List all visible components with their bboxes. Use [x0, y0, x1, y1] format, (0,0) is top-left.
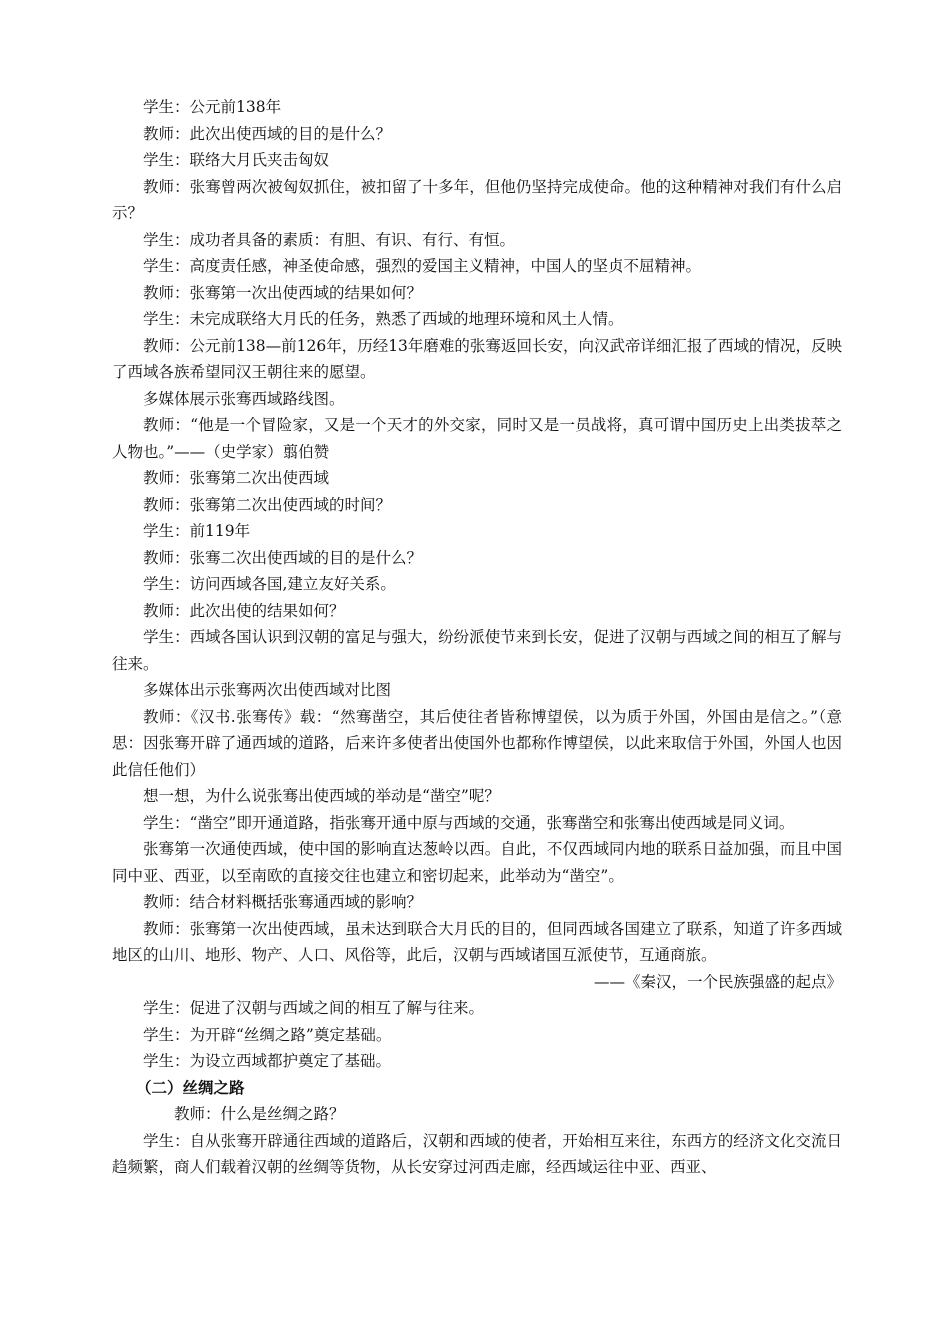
paragraph: 教师：什么是丝绸之路？ [174, 1105, 345, 1123]
paragraph: 多媒体展示张骞西域路线图。 [143, 389, 345, 408]
paragraph: 教师：此次出使西域的目的是什么？ [143, 124, 392, 143]
paragraph: 教师：张骞第二次出使西域 [143, 469, 330, 487]
paragraph: 教师：张骞曾两次被匈奴抓住，被扣留了十多年，但他仍坚持完成使命。他的这种精神对我们有什么启示？ [112, 177, 842, 222]
paragraph: 学生：为开辟“丝绸之路”奠定基础。 [143, 1025, 392, 1044]
paragraph: 张骞第一次通使西域，使中国的影响直达葱岭以西。自此，不仅西域同内地的联系日益加强，而且中国同中亚、西亚，以至南欧的直接交往也建立和密切起来，此举动为“凿空”。 [112, 840, 842, 885]
paragraph: 学生：高度责任感，神圣使命感，强烈的爱国主义精神，中国人的坚贞不屈精神。 [143, 257, 702, 275]
paragraph: 学生：联络大月氏夹击匈奴 [143, 151, 330, 169]
paragraph: 教师：《汉书.张骞传》载：“然骞凿空，其后使往者皆称博望侯，以为质于外国，外国由是信之。”（意思：因张骞开辟了通西域的道路，后来许多使者出使国外也都称作博望侯，以此来取信于外国，外国人也因此信任他们） [112, 707, 842, 779]
paragraph: 学生：为设立西域都护奠定了基础。 [143, 1052, 392, 1070]
paragraph: 学生：“凿空”即开通道路，指张骞开通中原与西域的交通，张骞凿空和张骞出使西域是同义词。 [143, 813, 795, 832]
paragraph: 学生：未完成联络大月氏的任务，熟悉了西域的地理环境和风土人情。 [143, 310, 624, 328]
paragraph: 学生：西域各国认识到汉朝的富足与强大，纷纷派使节来到长安，促进了汉朝与西域之间的相互了解与往来。 [112, 628, 842, 673]
paragraph: 学生：成功者具备的素质：有胆、有识、有行、有恒。 [143, 230, 516, 249]
document-body [112, 94, 842, 1181]
paragraph: 学生：促进了汉朝与西域之间的相互了解与往来。 [143, 999, 485, 1017]
paragraph: 学生：前119年 [143, 522, 251, 540]
section-heading: （二）丝绸之路 [136, 1077, 245, 1097]
paragraph: 教师：此次出使的结果如何？ [143, 601, 345, 620]
paragraph: 多媒体出示张骞两次出使西域对比图 [143, 681, 392, 699]
paragraph: 教师：张骞二次出使西域的目的是什么？ [143, 548, 423, 567]
paragraph: 学生：公元前138年 [143, 98, 282, 116]
paragraph: 教师：公元前138—前126年，历经13年磨难的张骞返回长安，向汉武帝详细汇报了西域的情况，反映了西域各族希望同汉王朝往来的愿望。 [112, 336, 842, 381]
paragraph: 教师：张骞第二次出使西域的时间？ [143, 495, 392, 514]
paragraph: 想一想，为什么说张骞出使西域的举动是“凿空”呢？ [143, 787, 500, 805]
paragraph: 教师：张骞第一次出使西域，虽未达到联合大月氏的目的，但同西域各国建立了联系，知道了许多西域地区的山川、地形、物产、人口、风俗等，此后，汉朝与西域诸国互派使节，互通商旅。 [112, 919, 842, 964]
citation: ——《秦汉，一个民族强盛的起点》 [593, 972, 842, 991]
paragraph: 教师：“他是一个冒险家，又是一个天才的外交家，同时又是一员战将，真可谓中国历史上出类拔萃之人物也。”——（史学家）翦伯赞 [112, 416, 842, 461]
paragraph: 教师：张骞第一次出使西域的结果如何？ [143, 283, 423, 302]
paragraph: 教师：结合材料概括张骞通西域的影响？ [143, 893, 423, 911]
paragraph: 学生：自从张骞开辟通往西域的道路后，汉朝和西域的使者，开始相互来往，东西方的经济文化交流日趋频繁，商人们载着汉朝的丝绸等货物，从长安穿过河西走廊，经西域运往中亚、西亚、 [112, 1131, 842, 1176]
paragraph: 学生：访问西域各国,建立友好关系。 [143, 575, 396, 593]
